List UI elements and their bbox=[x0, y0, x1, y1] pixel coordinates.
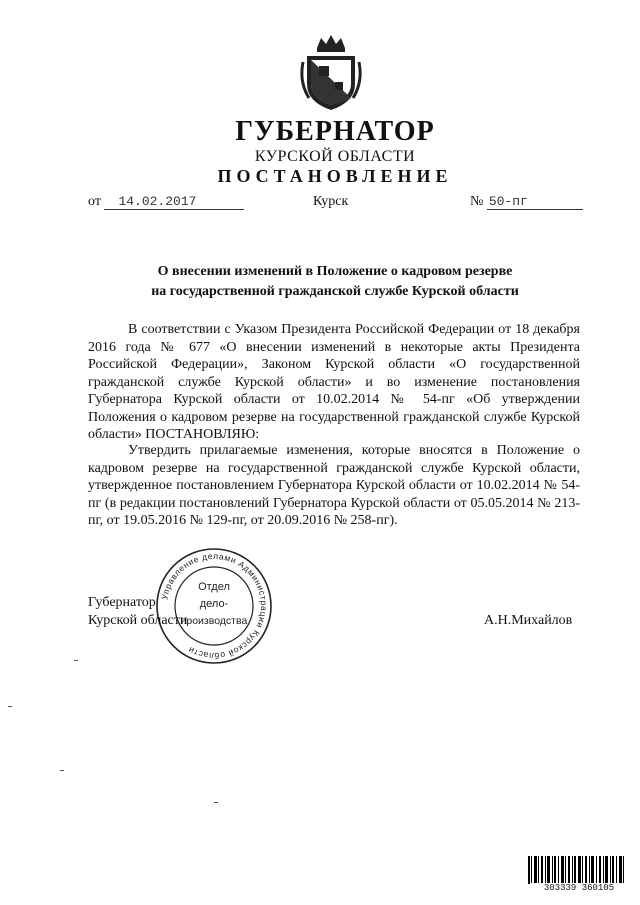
paragraph-text: В соответствии с Указом Президента Российской Федерации от 18 декабря 2016 года № 677 «О внесении изменений в некоторые акты Президента Российской Федерации», Законом Курской области «О государственной гражданской службе Курской области» и во изменение постановления Губернатора Курской области от 10.02.2014 № 54-пг «Об утверждении Положения о кадровом резерве на государственной гражданской службе Курской области» ПОСТАНОВЛЯЮ: bbox=[88, 322, 580, 442]
document-type: ПОСТАНОВЛЕНИЕ bbox=[217, 166, 453, 186]
stamp-center-line-1: Отдел bbox=[198, 581, 230, 593]
stamp-center-line-3: производства bbox=[180, 615, 248, 627]
heading-line-2: на государственной гражданской службе Курской области bbox=[151, 284, 519, 299]
number-value: 50-пг bbox=[487, 194, 583, 210]
body-paragraph-2 bbox=[88, 442, 580, 530]
stamp-center-line-2: дело- bbox=[199, 598, 229, 610]
position-line-1: Губернатор bbox=[88, 595, 156, 610]
scan-speck bbox=[214, 802, 218, 803]
number-field bbox=[470, 194, 583, 210]
issuer-subtitle: КУРСКОЙ ОБЛАСТИ bbox=[254, 148, 416, 165]
scan-speck bbox=[60, 770, 64, 771]
stamp-ring-text: Управление делами Администрации Курской области bbox=[159, 550, 270, 662]
position-line-2: Курской области bbox=[88, 613, 188, 628]
issuer-title: ГУБЕРНАТОР bbox=[235, 116, 435, 147]
barcode-number: 303339 360105 bbox=[530, 883, 628, 893]
scan-speck bbox=[74, 660, 78, 661]
signatory-position bbox=[88, 594, 187, 630]
city-label: Курск bbox=[313, 194, 349, 209]
date-value: 14.02.2017 bbox=[104, 194, 244, 210]
document-heading bbox=[80, 262, 590, 302]
date-field bbox=[88, 194, 244, 210]
heading-line-1: О внесении изменений в Положение о кадровом резерве bbox=[157, 264, 513, 279]
paragraph-text: Утвердить прилагаемые изменения, которые вносятся в Положение о кадровом резерве на государственной гражданской службе Курской области, утвержденное постановлением Губернатора Курской области от 10.02.2014 № 54-пг (в редакции постановлений Губернатора Курской области от 05.05.2014 № 213-пг, от 19.05.2016 № 129-пг, от 20.09.2016 № 258-пг). bbox=[88, 443, 580, 528]
signatory-name: А.Н.Михайлов bbox=[484, 613, 573, 628]
date-prefix: от bbox=[88, 194, 101, 209]
scan-speck bbox=[8, 706, 12, 707]
number-prefix: № bbox=[470, 194, 484, 209]
coat-of-arms-emblem bbox=[299, 32, 363, 112]
body-paragraph-1 bbox=[88, 321, 580, 444]
